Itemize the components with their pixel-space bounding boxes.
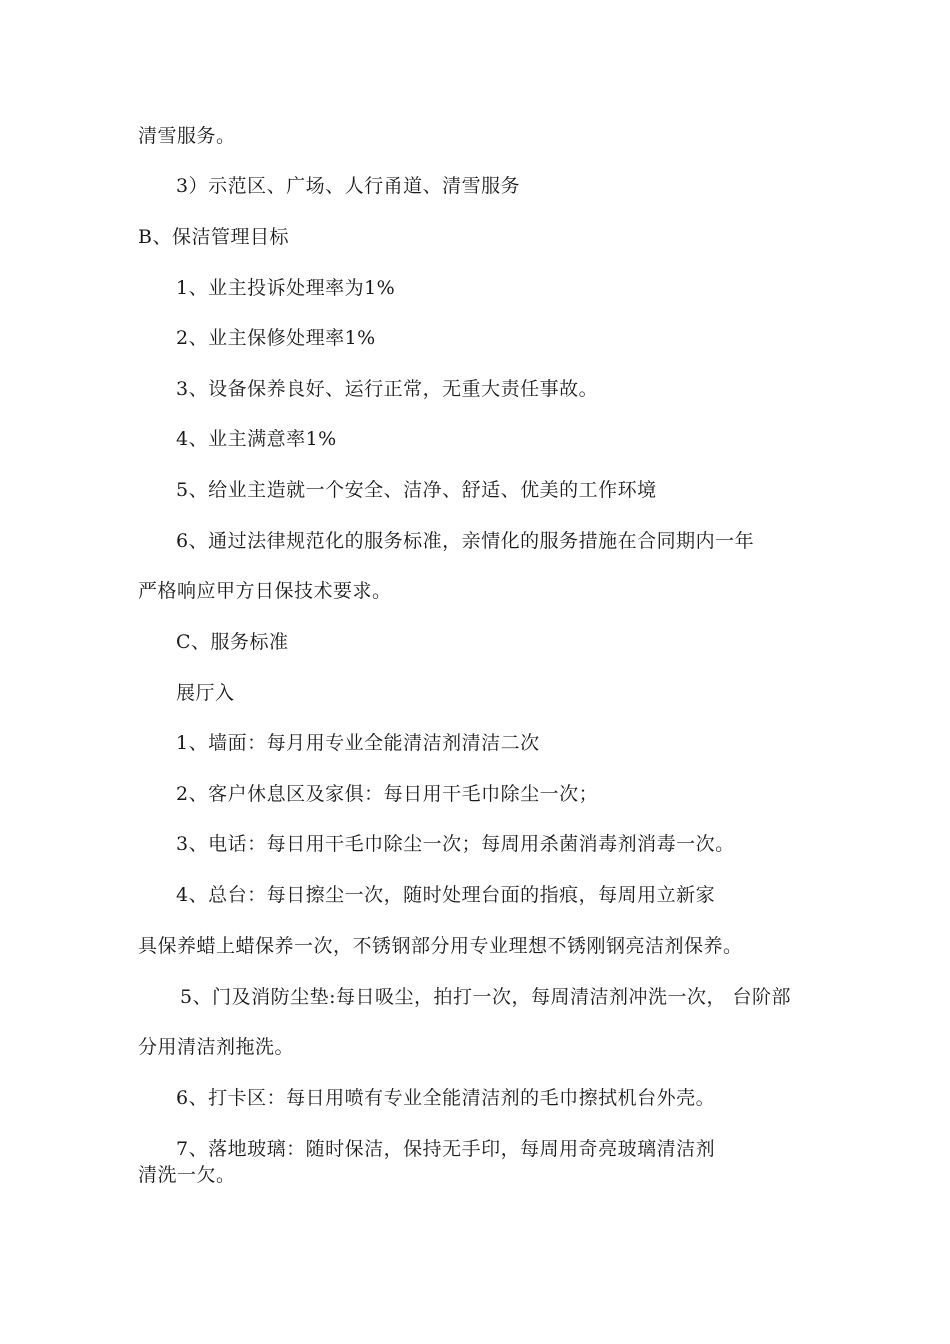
text-line-snow-service-continued: 清雪服务。 <box>138 125 236 147</box>
text-line-standard-7-continued: 清洗一欠。 <box>138 1164 236 1186</box>
text-line-goal-6-continued: 严格响应甲方日保技术要求。 <box>138 580 392 602</box>
text-line-standard-5: 5、门及消防尘垫:每日吸尘，拍打一次，每周清洁剂冲洗一次， 台阶部 <box>180 986 792 1008</box>
text-line-goal-5: 5、给业主造就一个安全、洁净、舒适、优美的工作环境 <box>176 479 657 501</box>
text-line-goal-1: 1、业主投诉处理率为1% <box>176 277 396 299</box>
text-line-goal-3: 3、设备保养良好、运行正常，无重大责任事故。 <box>176 378 599 400</box>
text-line-standard-5-continued: 分用清洁剂拖洗。 <box>138 1036 295 1058</box>
text-line-goal-6: 6、通过法律规范化的服务标准，亲情化的服务措施在合同期内一年 <box>176 530 755 552</box>
text-line-goal-2: 2、业主保修处理率1% <box>176 327 376 349</box>
text-line-standard-2: 2、客户休息区及家俱：每日用干毛巾除尘一次； <box>176 783 599 805</box>
text-line-goal-4: 4、业主满意率1% <box>176 428 337 450</box>
text-line-standard-3: 3、电话：每日用干毛巾除尘一次；每周用杀菌消毒剂消毒一次。 <box>176 833 735 855</box>
text-line-standard-1: 1、墙面：每月用专业全能清洁剂清洁二次 <box>176 732 540 754</box>
subsection-heading-hall-entrance: 展厅入 <box>176 682 235 704</box>
section-heading-b: B、保洁管理目标 <box>138 226 289 248</box>
text-line-standard-7: 7、落地玻璃：随时保洁，保持无手印，每周用奇亮玻璃清洁剂 <box>176 1138 716 1160</box>
section-heading-c: C、服务标准 <box>176 631 289 653</box>
text-line-standard-4-continued: 具保养蜡上蜡保养一次，不锈钢部分用专业理想不锈刚钢亮洁剂保养。 <box>138 935 743 957</box>
text-line-standard-4: 4、总台：每日擦尘一次，随时处理台面的指痕，每周用立新家 <box>176 884 716 906</box>
text-line-item-3-demo-area: 3）示范区、广场、人行甬道、清雪服务 <box>176 175 521 197</box>
text-line-standard-6: 6、打卡区：每日用喷有专业全能清洁剂的毛巾擦拭机台外壳。 <box>176 1087 716 1109</box>
